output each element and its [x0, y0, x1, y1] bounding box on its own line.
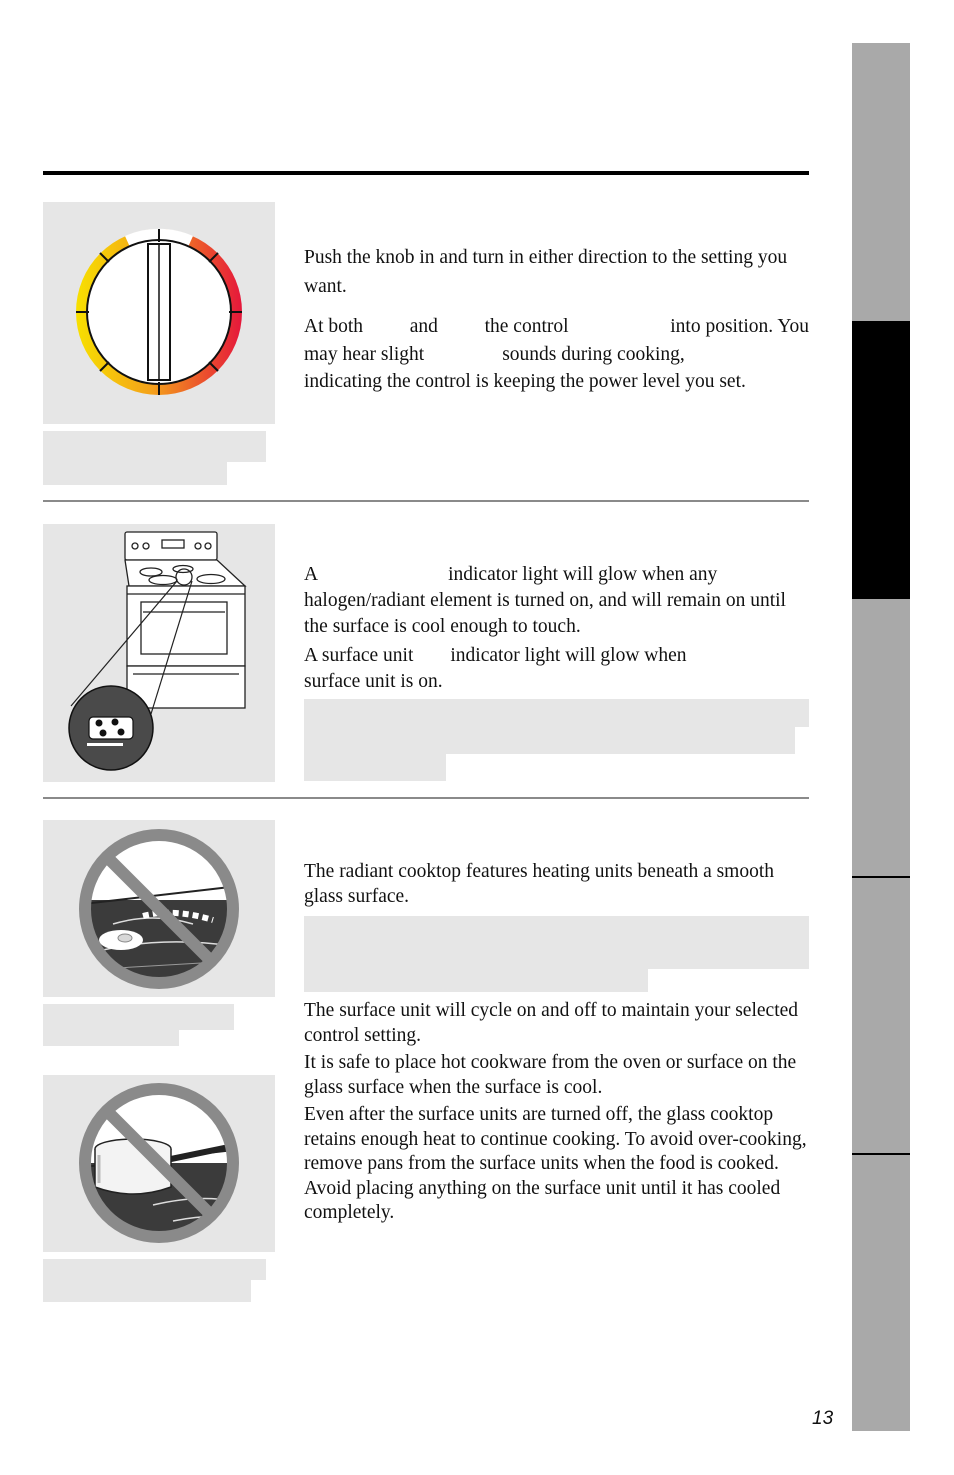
- no-pan-icon: [43, 1075, 275, 1252]
- page-number: 13: [812, 1408, 834, 1429]
- text-span: and: [409, 316, 438, 337]
- control-knob-icon: [43, 202, 275, 424]
- side-tab-active: [852, 321, 910, 599]
- range-figure: [43, 524, 275, 782]
- side-tab-divider: [852, 876, 910, 878]
- note-bar: [304, 916, 809, 969]
- section-rule: [43, 797, 809, 799]
- text-span: indicator light will glow when: [450, 645, 687, 666]
- note-bar: [304, 727, 795, 754]
- caption-bar: [43, 431, 266, 462]
- text-span: A: [304, 564, 319, 585]
- caption-bar: [43, 1030, 179, 1046]
- side-tab-divider: [852, 1153, 910, 1155]
- knob-para-2: [304, 313, 809, 396]
- indicator-text: [304, 562, 809, 695]
- caption-bar: [43, 1004, 234, 1030]
- text-span: sounds during cooking,: [502, 343, 685, 365]
- text-line: halogen/radiant element is turned on, and will remain on until the surface is cool enough to touch.: [304, 590, 786, 637]
- text-line: surface unit is on.: [304, 671, 443, 692]
- note-bar: [304, 754, 446, 781]
- radiant-para-1: The radiant cooktop features heating units beneath a smooth glass surface.: [304, 861, 775, 907]
- range-indicator-icon: [43, 524, 275, 782]
- text-span: into position. You: [670, 316, 809, 337]
- text-span: the control: [484, 316, 569, 337]
- caption-bar: [43, 462, 227, 485]
- side-tab-1: [852, 43, 910, 321]
- header-rule: [43, 171, 809, 175]
- caption-bar: [43, 1259, 266, 1280]
- side-tab-2: [852, 599, 910, 1431]
- radiant-para-4: Even after the surface units are turned off, the glass cooktop retains enough heat to continue cooking. To avoid over-cooking, remove pans from the surface units when the food is cooked. Avoid placing anything on the surface unit until it has cooled completely.: [304, 1104, 807, 1223]
- caption-bar: [43, 1280, 251, 1302]
- section-rule: [43, 500, 809, 502]
- knob-figure: [43, 202, 275, 424]
- text-span: A surface unit: [304, 645, 414, 666]
- radiant-text: [304, 999, 814, 1226]
- no-pan-figure: [43, 1075, 275, 1252]
- text-span: At both: [304, 316, 364, 337]
- text-span: indicator light will glow when any: [448, 564, 718, 585]
- no-griddle-icon: [43, 820, 275, 997]
- knob-instructions: [304, 243, 809, 301]
- note-bar: [304, 969, 648, 992]
- note-bar: [304, 699, 809, 727]
- no-griddle-figure: [43, 820, 275, 997]
- text-line: indicating the control is keeping the power level you set.: [304, 371, 746, 392]
- radiant-para-3: It is safe to place hot cookware from the oven or surface on the glass surface when the surface is cool.: [304, 1052, 797, 1098]
- knob-para-1: Push the knob in and turn in either direction to the setting you want.: [304, 247, 788, 297]
- radiant-para-2: The surface unit will cycle on and off to maintain your selected control setting.: [304, 1000, 799, 1046]
- text-span: may hear slight: [304, 343, 425, 365]
